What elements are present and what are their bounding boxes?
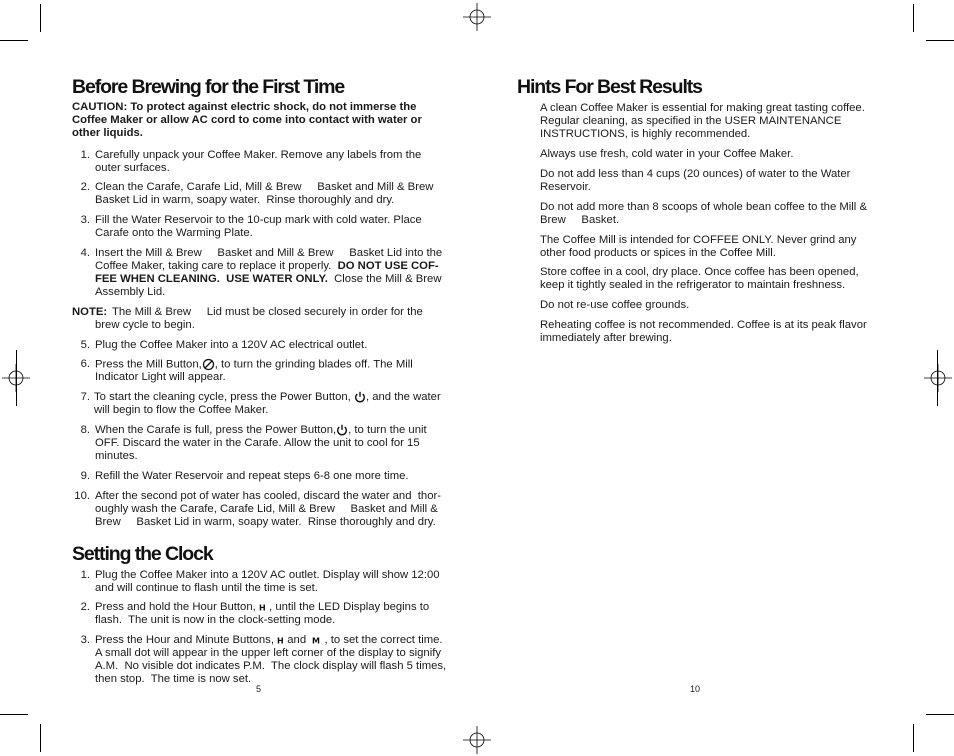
note-text: The Mill & Brew Lid must be closed securely in order for the brew cycle to begin. — [95, 306, 426, 331]
crop-mark — [0, 40, 28, 41]
list-item: Store coffee in a cool, dry place. Once coffee has been opened, keep it tightly sealed in the refrigerator to maintain freshness. — [540, 266, 859, 291]
list-item: Do not add less than 4 cups (20 ounces) of water to the Water Reservoir. — [540, 168, 851, 193]
left-page: Before Brewing for the First Time CAUTION: To protect against electric shock, do not immerse the Coffee Maker or allow AC cord to come into contact with water or other liquids. 1. Carefully unpack your Coffee Maker. Remove any labels from the outer surfaces. 2. Clean the Carafe, Carafe Lid, Mill & Brew Basket and Mill & Brew Basket Lid in warm, soapy water. Rinse thoroughly and dry. 3. Fill the Water Reservoir to the 10-cup mark with cold water. Place Carafe onto the Warming Plate. 4. Insert the Mill & Brew Basket and Mill & Brew Basket Lid into the Coffee Maker, taking care to replace it properly. DO NOT USE COF-FEE WHEN CLEANING. USE WATER ONLY. Close the Mill & Brew Assembly Lid. NOTE: The Mill & Brew Lid must be closed securely in order for the brew cycle to begin. 5. Plug the Coffee Maker into a 120V AC electrical outlet. 6. Press the Mill Button, , to turn the grinding blades off. The Mill Indicator Light will appear. 7. To start the cleaning cycle, press the Power Button, , and the water will begin to flow the Coffee Maker. 8. When the Carafe is full, press the Power Button, , to turn the unit OFF. Discard the water in the Carafe. Allow the unit to cool for 15 minutes. 9. Refill the Water Reservoir and repeat steps 6-8 one more time. 10. After the second pot of water has cooled, discard the water and thor-oughly wash the Carafe, Carafe Lid, Mill & Brew Basket and Mill & Brew Basket Lid in warm, soapy water. Rinse thoroughly and dry. Setting the Clock 1. Plug the Coffee Maker into a 120V AC outlet. Display will show 12:00 and will continue to flash until the time is set. 2. Press and hold the Hour Button, H , until the LED Display begins to flash. The unit is now in the clock-setting mode. 3. Press the Hour and Minute Buttons, H and M , to set the correct time. A small dot will appear in the upper left corner of the display to signify A.M. No visible dot indicates P.M. The clock display will flash 5 times, then stop. The time is now set. 5 — [72, 76, 457, 694]
heading-before-brewing: Before Brewing for the First Time — [72, 76, 345, 98]
hour-button-icon — [259, 603, 266, 611]
list-item: A clean Coffee Maker is essential for making great tasting coffee. Regular cleaning, as specified in the USER MAINTENANCE INSTRUCTIONS, is highly recommended. — [540, 102, 865, 140]
registration-mark — [924, 364, 952, 392]
registration-mark — [463, 726, 491, 754]
list-item: Always use fresh, cold water in your Coffee Maker. — [540, 148, 794, 160]
power-icon — [336, 424, 348, 436]
registration-mark — [463, 3, 491, 31]
heading-setting-clock: Setting the Clock — [72, 543, 213, 565]
svg-text:H: H — [258, 603, 266, 612]
heading-hints: Hints For Best Results — [517, 76, 702, 98]
crop-mark — [937, 350, 938, 406]
svg-text:M: M — [312, 636, 321, 645]
note-label: NOTE: — [72, 306, 108, 318]
list-item: The Coffee Mill is intended for COFFEE ONLY. Never grind any other food products or spices in the Coffee Mill. — [540, 234, 857, 259]
right-page — [517, 0, 869, 756]
page-number: 10 — [690, 684, 701, 694]
crop-mark — [926, 714, 954, 715]
page-number: 5 — [256, 684, 262, 694]
crop-mark — [16, 350, 17, 406]
crop-mark — [913, 4, 914, 32]
crop-mark — [913, 724, 914, 752]
crop-mark — [40, 724, 41, 752]
list-item: Do not re-use coffee grounds. — [540, 299, 690, 311]
power-icon — [354, 391, 366, 403]
list-item: Reheating coffee is not recommended. Coffee is at its peak flavor immediately after brewing. — [540, 319, 867, 344]
mill-button-icon — [202, 358, 215, 371]
caution-text: CAUTION: To protect against electric shock, do not immerse the Coffee Maker or allow AC cord to come into contact with water or other liquids. — [72, 101, 422, 139]
crop-mark — [40, 4, 41, 32]
crop-mark — [0, 714, 28, 715]
svg-text:H: H — [277, 636, 284, 645]
list-item: Do not add more than 8 scoops of whole bean coffee to the Mill & Brew Basket. — [540, 201, 871, 226]
crop-mark — [926, 40, 954, 41]
